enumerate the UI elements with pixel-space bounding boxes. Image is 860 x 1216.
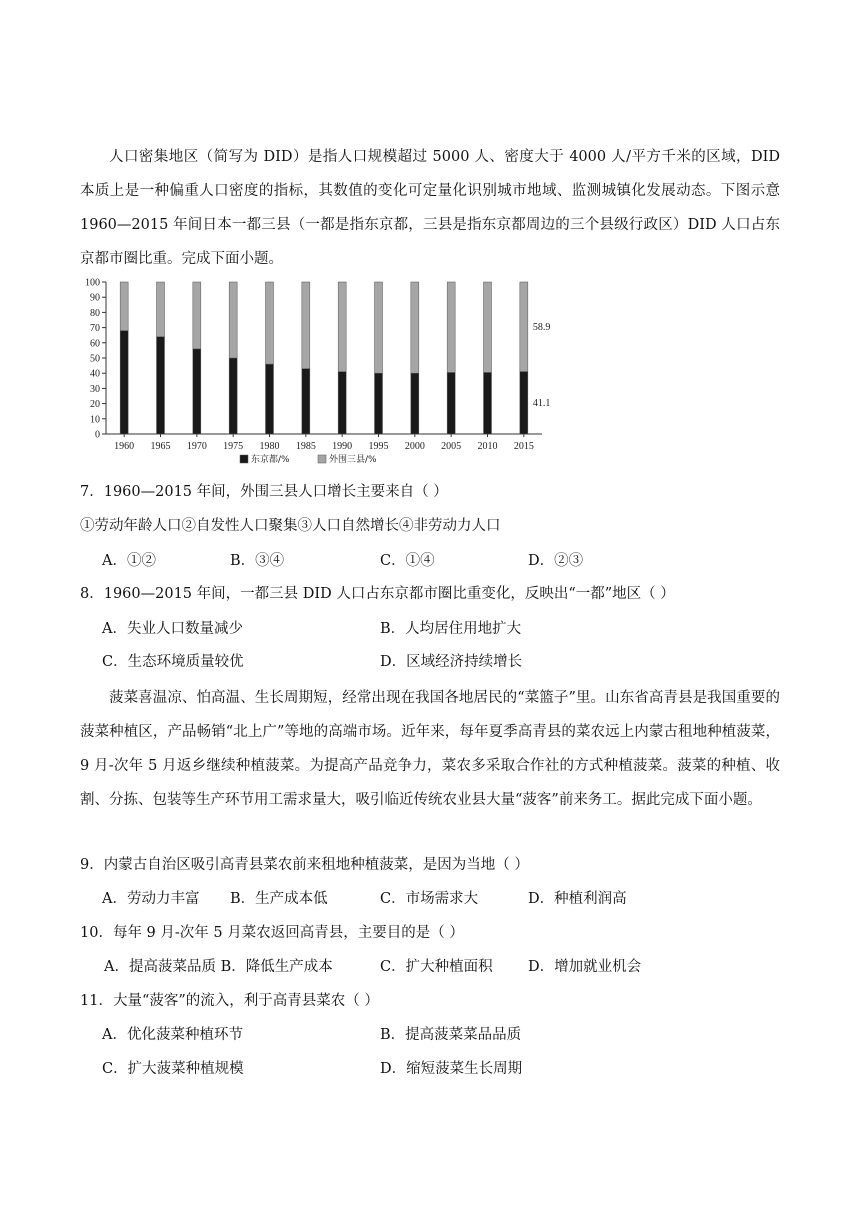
bar-tokyo-2010 [484,372,492,434]
legend-label-outer: 外围三县/% [329,455,377,465]
y-tick-label: 10 [90,414,100,426]
bar-tokyo-1975 [229,358,237,434]
spinach-paragraph [80,681,780,817]
x-tick-label: 2000 [404,441,425,452]
q11-option-d[interactable]: D．缩短菠菜生长周期 [380,1061,523,1077]
q8-stem: 8．1960—2015 年间，一都三县 DID 人口占东京都市圈比重变化，反映出“一都”地区（ ） [80,586,675,602]
bar-outer-1965 [157,282,165,337]
q9-option-b[interactable]: B．生产成本低 [230,891,328,907]
y-tick-label: 100 [85,277,100,289]
bar-outer-2000 [411,282,419,373]
x-tick-label: 1970 [186,441,207,452]
x-tick-label: 1965 [150,441,171,452]
q7-option-a[interactable]: A．①② [102,553,156,569]
q11-option-c[interactable]: C．扩大菠菜种植规模 [102,1061,244,1077]
bar-outer-1960 [120,282,128,331]
legend-swatch-outer [318,455,326,463]
stacked-bar-chart [80,272,560,477]
q8-option-b[interactable]: B．人均居住用地扩大 [380,621,522,637]
q11-option-a[interactable]: A．优化菠菜种植环节 [102,1027,243,1043]
bar-outer-1995 [375,282,383,373]
q7-option-b[interactable]: B．③④ [230,553,285,569]
y-tick-label: 40 [90,368,100,380]
bar-tokyo-1985 [302,369,310,434]
x-tick-label: 2015 [513,441,534,452]
q11-option-b[interactable]: B．提高菠菜菜品品质 [380,1027,522,1043]
q10-option-ab[interactable]: A．提高菠菜品质 B．降低生产成本 [104,959,333,975]
bar-outer-2010 [484,282,492,372]
bar-tokyo-1990 [338,372,346,434]
x-tick-label: 1985 [295,441,316,452]
bar-tokyo-1995 [375,373,383,434]
bar-tokyo-2015 [520,372,528,434]
q9-stem: 9．内蒙古自治区吸引高青县菜农前来租地种植菠菜，是因为当地（ ） [80,857,529,873]
q10-stem: 10．每年 9 月-次年 5 月菜农返回高青县，主要目的是（ ） [80,925,464,941]
bar-tokyo-2000 [411,373,419,434]
q7-option-c[interactable]: C．①④ [380,553,435,569]
bar-outer-2015 [520,282,528,372]
bar-outer-2005 [447,282,455,372]
bar-outer-1985 [302,282,310,369]
bar-tokyo-1965 [157,337,165,434]
y-tick-label: 50 [90,353,100,365]
bar-outer-1975 [229,282,237,358]
bar-tokyo-2005 [447,372,455,434]
x-tick-label: 1960 [114,441,135,452]
x-tick-label: 1995 [368,441,389,452]
x-tick-label: 2005 [441,441,462,452]
x-tick-label: 2010 [477,441,498,452]
x-tick-label: 1980 [259,441,280,452]
q10-option-c[interactable]: C．扩大种植面积 [380,959,493,975]
annotation-outer-2015: 58.9 [532,321,551,333]
q7-option-d[interactable]: D．②③ [528,553,584,569]
intro-text: 人口密集地区（简写为 DID）是指人口规模超过 5000 人、密度大于 4000 人/平方千米的区域，DID 本质上是一种偏重人口密度的指标，其数值的变化可定量化识别城市地域、监测城镇化发展动态。下图示意 1960—2015 年间日本一都三县（一都是指东京都，三县是指东京都周边的三个县级行政区）DID 人口占东京都市圈比重。完成下面小题。 [80,149,780,267]
y-tick-label: 20 [90,399,100,411]
chart-svg [80,272,560,477]
spinach-text: 菠菜喜温凉、怕高温、生长周期短，经常出现在我国各地居民的“菜篮子”里。山东省高青县是我国重要的菠菜种植区，产品畅销“北上广”等地的高端市场。近年来，每年夏季高青县的菜农远上内蒙古租地种植菠菜，9 月-次年 5 月返乡继续种植菠菜。为提高产品竞争力，菜农多采取合作社的方式种植菠菜。菠菜的种植、收割、分拣、包装等生产环节用工需求量大，吸引临近传统农业县大量“菠客”前来务工。据此完成下面小题。 [80,690,780,808]
intro-paragraph [80,140,780,276]
q8-option-a[interactable]: A．失业人口数量减少 [102,621,243,637]
q8-option-d[interactable]: D．区域经济持续增长 [380,654,523,670]
q7-sub: ①劳动年龄人口②自发性人口聚集③人口自然增长④非劳动力人口 [80,518,501,534]
y-tick-label: 60 [90,338,100,350]
x-tick-label: 1990 [332,441,353,452]
annotation-tokyo-2015: 41.1 [532,397,551,409]
bar-outer-1970 [193,282,201,349]
legend-swatch-tokyo [240,455,248,463]
y-tick-label: 80 [90,307,100,319]
y-tick-label: 0 [95,429,100,441]
q7-stem: 7．1960—2015 年间，外围三县人口增长主要来自（ ） [80,484,448,500]
bar-outer-1980 [266,282,274,364]
q9-option-a[interactable]: A．劳动力丰富 [102,891,200,907]
y-tick-label: 90 [90,292,100,304]
legend-label-tokyo: 东京都/% [251,455,290,465]
q9-option-d[interactable]: D．种植利润高 [528,891,627,907]
q10-option-d[interactable]: D．增加就业机会 [528,959,642,975]
q11-stem: 11．大量“菠客”的流入，利于高青县菜农（ ） [80,993,379,1009]
y-tick-label: 30 [90,383,100,395]
q9-option-c[interactable]: C．市场需求大 [380,891,479,907]
bar-tokyo-1980 [266,364,274,434]
q8-option-c[interactable]: C．生态环境质量较优 [102,654,244,670]
x-tick-label: 1975 [223,441,244,452]
bar-outer-1990 [338,282,346,372]
bar-tokyo-1970 [193,349,201,434]
y-tick-label: 70 [90,323,100,335]
bar-tokyo-1960 [120,331,128,434]
